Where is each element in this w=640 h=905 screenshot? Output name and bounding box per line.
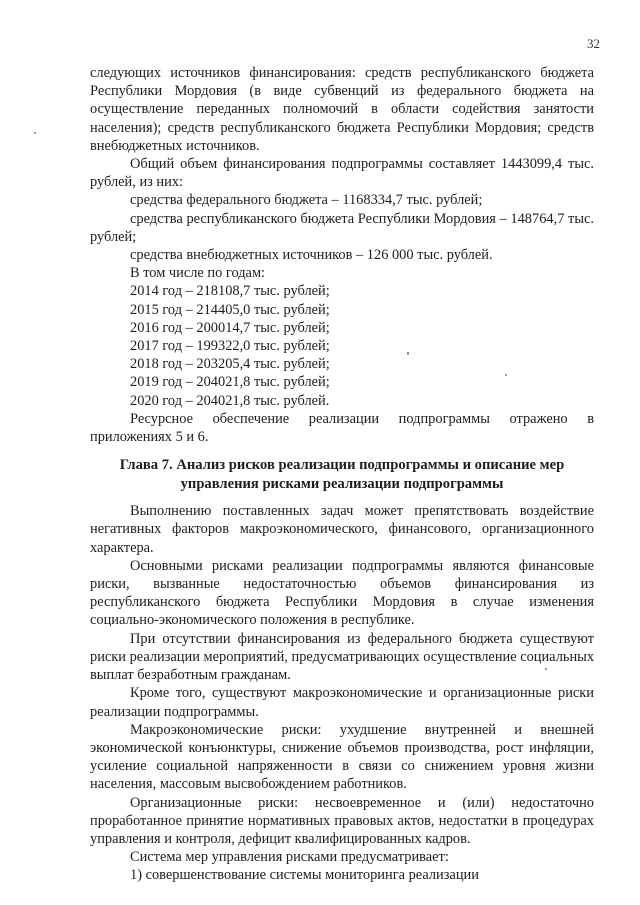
scan-speck [545,668,547,670]
year-item: 2018 год – 203205,4 тыс. рублей; [130,356,330,373]
year-item: 2019 год – 204021,8 тыс. рублей; [130,374,330,391]
chapter-heading-line1: Глава 7. Анализ рисков реализации подпрограммы и описание мер [119,457,565,474]
paragraph-funding-sources: следующих источников финансирования: средств республиканского бюджета Республики Мордовия (в виде субвенций из федерального бюджета на осуществление переданных полномочий в области содействия занятости населения); средств республиканского бюджета Республики Мордовия; средств внебюджетных источников. [90,65,594,154]
paragraph-macro-risks: Макроэкономические риски: ухудшение внутренней и внешней экономической конъюнктуры, снижение объемов производства, рост инфляции, усиление социальной напряженности в связи со снижением уровня жизни населения, массовым высвобождением работников. [90,721,594,793]
chapter-heading-line2: управления рисками реализации подпрограммы [180,476,504,493]
paragraph-org-risks: Организационные риски: несвоевременное и (или) недостаточно проработанное принятие нормативных правовых актов, недостатки в процедурах управления и контроля, дефицит квалифицированных кадров. [90,794,594,847]
year-item: 2015 год – 214405,0 тыс. рублей; [130,301,330,318]
year-item: 2014 год – 218108,7 тыс. рублей; [130,283,330,300]
paragraph-risks-intro: Выполнению поставленных задач может препятствовать воздействие негативных факторов макроэкономического, финансового, организационного характера. [90,503,594,556]
paragraph-federal-budget: средства федерального бюджета – 1168334,7 тыс. рублей; [130,192,483,209]
paragraph-financial-risks: Основными рисками реализации подпрограммы являются финансовые риски, вызванные недостаточностью объемов финансирования из республиканского бюджета Республики Мордовия в случае изменения социально-экономического положения в республике. [90,557,594,629]
document-body [90,64,594,885]
paragraph-measure-1: 1) совершенствование системы мониторинга реализации [130,867,479,884]
paragraph-other-risks: Кроме того, существуют макроэкономические и организационные риски реализации подпрограммы. [90,685,594,720]
scan-speck [505,374,507,376]
paragraph-republic-budget: средства республиканского бюджета Республики Мордовия – 148764,7 тыс. рублей; [90,210,594,245]
chapter-heading [90,456,594,494]
year-item: 2017 год – 199322,0 тыс. рублей; [130,338,330,355]
paragraph-resource-provision: Ресурсное обеспечение реализации подпрограммы отражено в приложениях 5 и 6. [90,410,594,446]
scan-speck [34,132,36,134]
paragraph-measures-intro: Система мер управления рисками предусматривает: [130,849,449,866]
paragraph-federal-risks: При отсутствии финансирования из федерального бюджета существуют риски реализации мероприятий, предусматривающих осуществление социальных выплат безработным гражданам. [90,630,595,684]
year-item: 2016 год – 200014,7 тыс. рублей; [130,319,330,336]
years-list [90,282,594,409]
page-number: 32 [587,36,600,51]
paragraph-total-funding: Общий объем финансирования подпрограммы составляет 1443099,4 тыс. рублей, из них: [90,156,594,191]
paragraph-extra-budget: средства внебюджетных источников – 126 000 тыс. рублей. [130,247,493,264]
year-item: 2020 год – 204021,8 тыс. рублей. [130,392,330,409]
scan-speck [407,352,409,355]
paragraph-by-years-intro: В том числе по годам: [130,265,266,282]
